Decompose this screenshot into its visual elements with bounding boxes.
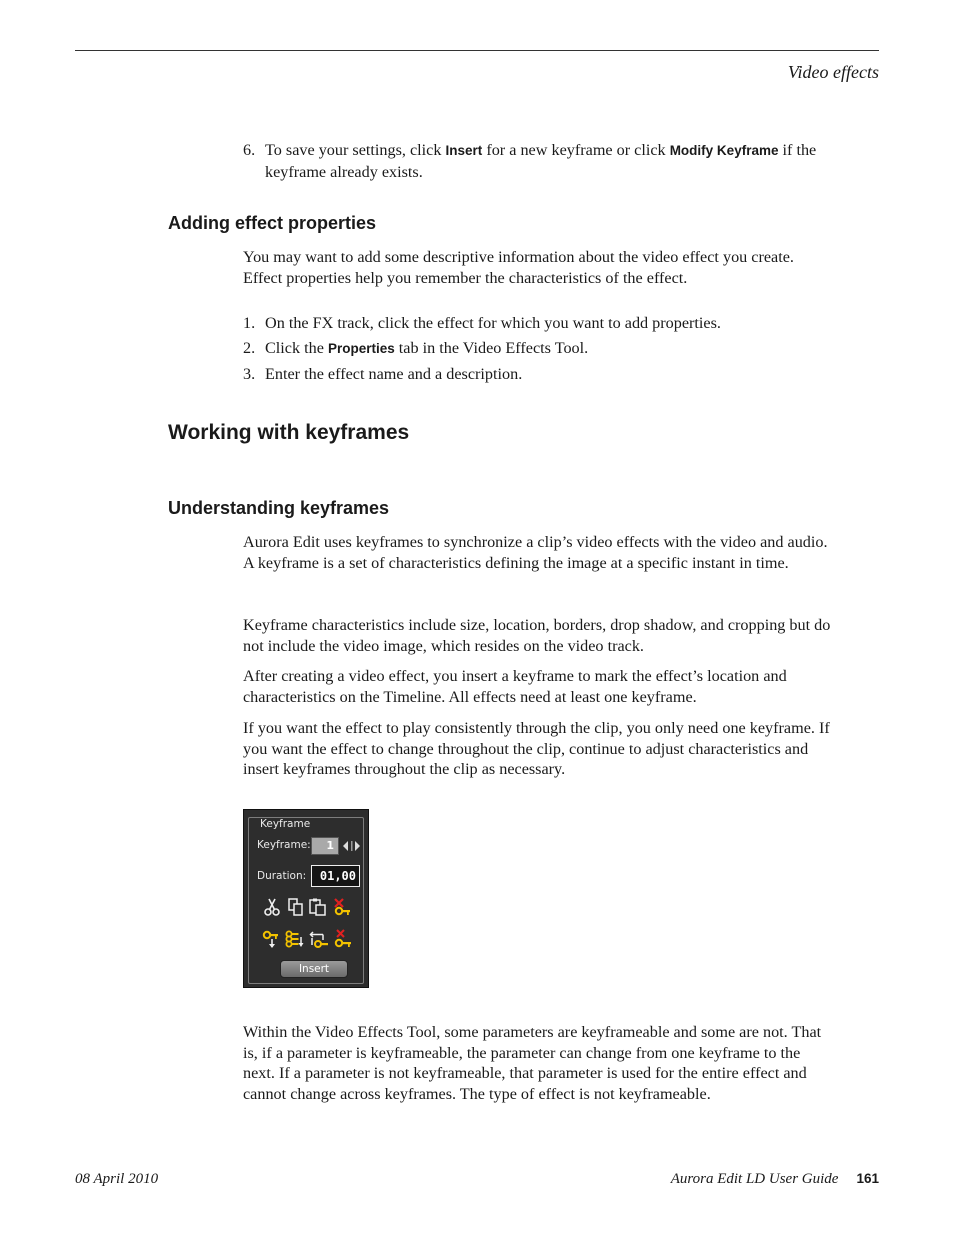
ui-term-modify-keyframe: Modify Keyframe [669,143,779,158]
previous-keyframe-arrow-icon[interactable] [343,841,348,851]
paragraph: If you want the effect to play consistently through the clip, you only need one keyframe. If you want the effect to change throughout the clip, continue to adjust characteristics and insert keyframes throughout the clip as necessary. [243,719,830,779]
delete-keyframe-icon[interactable] [332,897,352,917]
keyframe-group-legend: Keyframe [260,818,311,830]
list-number: 3. [243,365,256,383]
insert-keyframe-icon[interactable] [262,929,282,949]
list-text [265,140,833,182]
text-run: for a new keyframe or click [482,141,670,159]
text-run: if the keyframe already exists. [265,141,817,181]
paragraph: You may want to add some descriptive information about the video effect you create. Effect properties help you remember the characteristics of the effect. [243,248,794,287]
scissors-icon[interactable] [262,897,282,917]
paragraph: Aurora Edit uses keyframes to synchronize a clip’s video effects with the video and audio. A keyframe is a set of characteristics defining the image at a specific instant in time. [243,533,828,572]
text-run: tab in the Video Effects Tool. [394,339,589,357]
list-item-step-6 [243,140,833,182]
insert-button[interactable]: Insert [280,960,348,978]
next-keyframe-arrow-icon[interactable] [355,841,360,851]
ui-term-insert: Insert [445,143,483,158]
list-text: On the FX track, click the effect for which you want to add properties. [265,314,721,332]
paragraph: Keyframe characteristics include size, location, borders, drop shadow, and cropping but do not include the video image, which resides on the video track. [243,616,831,655]
copy-icon[interactable] [286,897,306,917]
footer-right [671,1171,879,1188]
insert-all-keyframes-icon[interactable] [285,929,305,949]
running-header: Video effects [787,62,879,82]
stepper-divider [351,841,353,851]
duration-label: Duration: [257,870,307,882]
paragraph: After creating a video effect, you insert a keyframe to mark the effect’s location and characteristics on the Timeline. All effects need at least one keyframe. [243,667,787,706]
text-run: To save your settings, click [265,141,446,159]
swap-keyframe-icon[interactable] [309,929,329,949]
ui-term-properties: Properties [327,341,395,356]
keyframe-label: Keyframe: [257,839,311,851]
footer-date: 08 April 2010 [75,1171,159,1187]
heading-understanding-keyframes: Understanding keyframes [168,498,390,518]
keyframe-panel-figure [243,809,369,988]
duration-field[interactable]: 01,00 [311,865,360,887]
remove-keyframe-icon[interactable] [333,929,353,949]
footer-guide-title: Aurora Edit LD User Guide [670,1171,839,1187]
list-text [265,338,833,360]
list-text: Enter the effect name and a description. [265,365,523,383]
keyframe-stepper-arrows[interactable] [342,840,362,852]
header-rule [75,50,879,51]
list-item-step-2 [243,338,833,360]
list-number: 6. [243,141,256,159]
keyframe-group [248,817,364,984]
paragraph: Within the Video Effects Tool, some parameters are keyframeable and some are not. That is, if a parameter is keyframeable, the parameter can change from one keyframe to the next. If a parameter is not keyframeable, that parameter is used for the entire effect and cannot change across keyframes. The type of effect is not keyframeable. [243,1023,822,1103]
heading-working-with-keyframes: Working with keyframes [168,421,410,444]
heading-adding-effect-properties: Adding effect properties [168,213,377,233]
list-number: 1. [243,314,256,332]
list-item-step-3 [243,364,833,385]
keyframe-number-field[interactable]: 1 [311,837,339,855]
page-number: 161 [856,1171,879,1186]
list-item-step-1 [243,313,833,334]
paste-icon[interactable] [308,897,328,917]
list-number: 2. [243,339,256,357]
text-run: Click the [265,339,328,357]
